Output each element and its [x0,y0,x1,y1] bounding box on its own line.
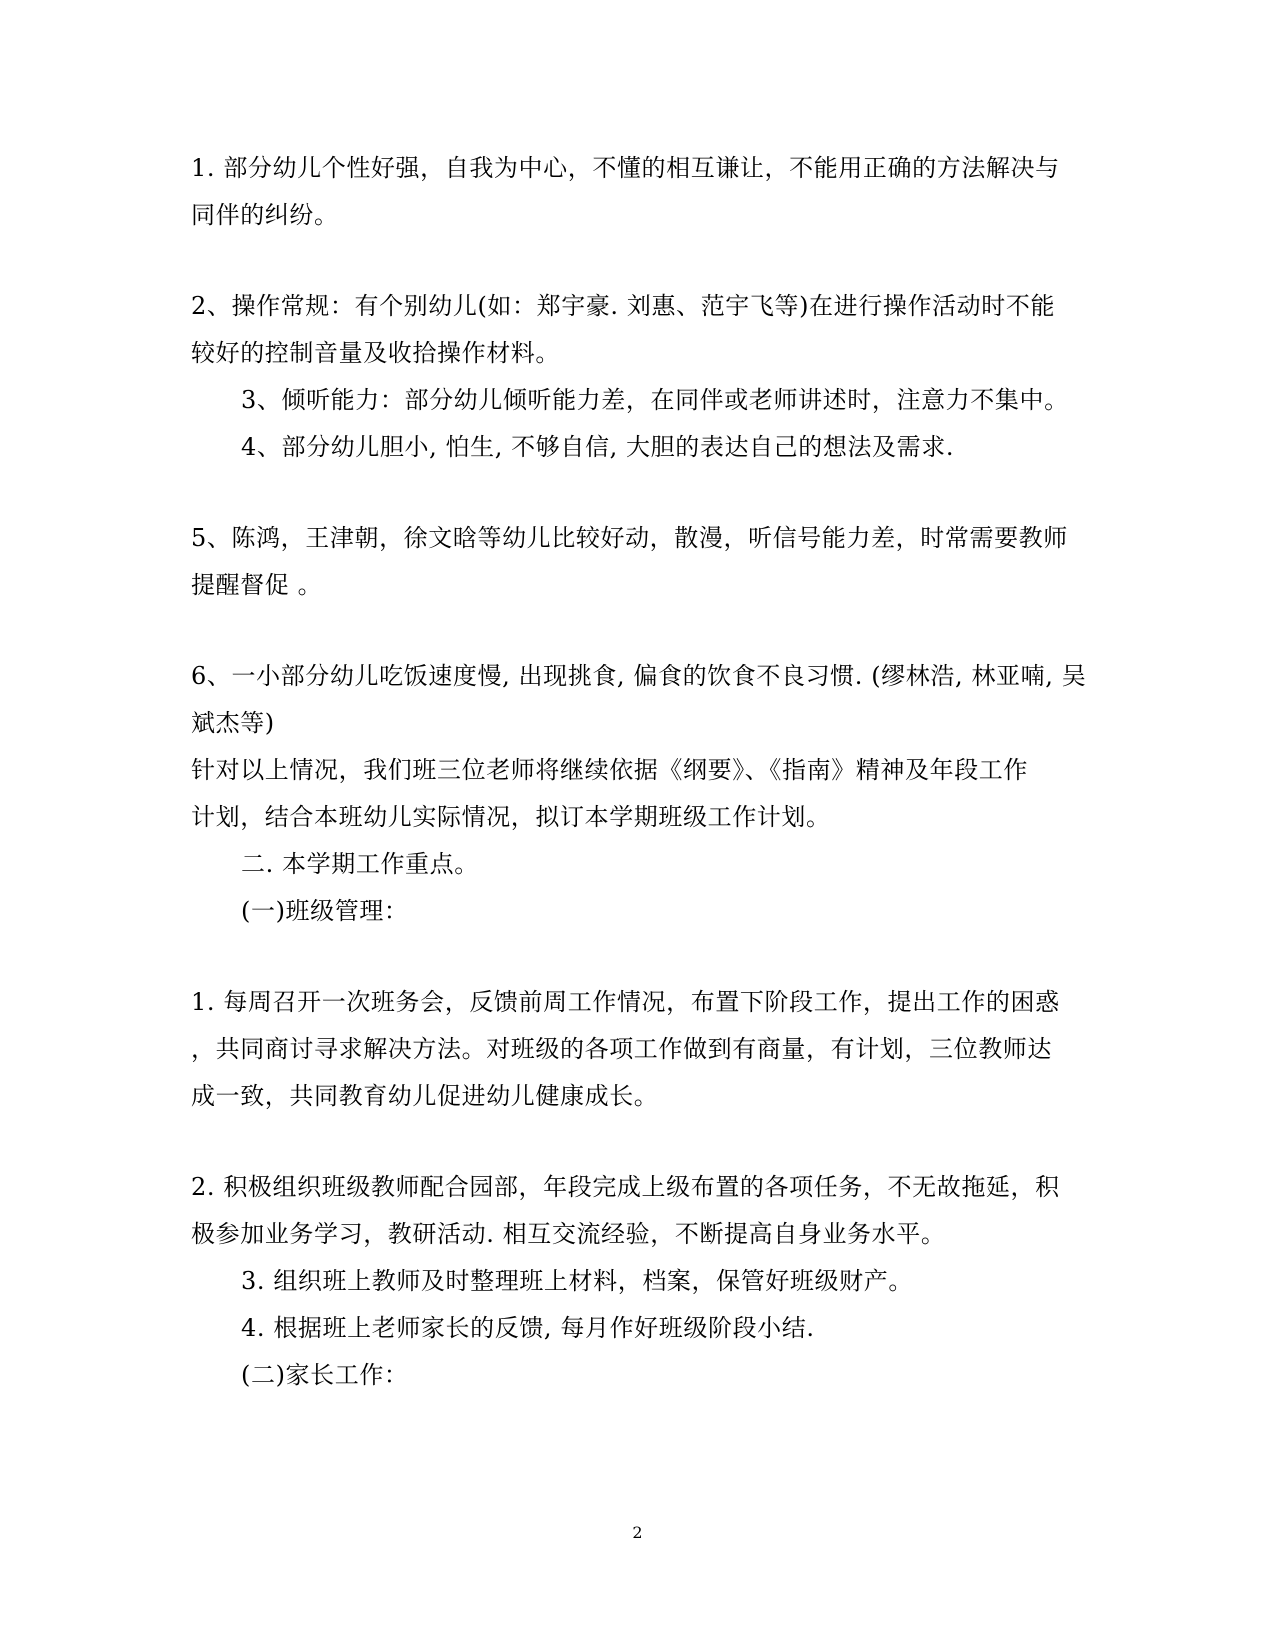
page-number: 2 [632,1523,643,1542]
paragraph-line: 6、一小部分幼儿吃饭速度慢, 出现挑食, 偏食的饮食不良习惯. (缪林浩, 林亚喃, 吴 [191,662,1087,690]
paragraph-line: 5、陈鸿，王津朝，徐文晗等幼儿比较好动，散漫，听信号能力差，时常需要教师 [191,524,1068,552]
paragraph-line: 提醒督促 。 [191,571,323,599]
paragraph-line: 4、部分幼儿胆小, 怕生, 不够自信, 大胆的表达自己的想法及需求. [241,433,955,461]
paragraph-line: 2、操作常规：有个别幼儿(如：郑宇豪. 刘惠、范宇飞等)在进行操作活动时不能 [191,292,1056,320]
paragraph-line: 1. 部分幼儿个性好强，自我为中心，不懂的相互谦让，不能用正确的方法解决与 [191,154,1060,182]
paragraph-line: 极参加业务学习，教研活动. 相互交流经验，不断提高自身业务水平。 [191,1220,946,1248]
paragraph-line: 同伴的纠纷。 [191,201,339,229]
paragraph-line: ，共同商讨寻求解决方法。对班级的各项工作做到有商量，有计划，三位教师达 [191,1035,1052,1063]
paragraph-line: 斌杰等) [191,709,275,737]
paragraph-line: 成一致，共同教育幼儿促进幼儿健康成长。 [191,1082,659,1110]
paragraph-line: 4. 根据班上老师家长的反馈, 每月作好班级阶段小结. [241,1314,815,1342]
paragraph-line: 1. 每周召开一次班务会，反馈前周工作情况，布置下阶段工作，提出工作的困惑 [191,988,1060,1016]
subsection-heading: (一)班级管理： [241,897,409,925]
paragraph-line: 针对以上情况，我们班三位老师将继续依据《纲要》、《指南》精神及年段工作 [191,756,1028,784]
subsection-heading: (二)家长工作： [241,1361,409,1389]
paragraph-line: 较好的控制音量及收拾操作材料。 [191,339,560,367]
paragraph-line: 计划，结合本班幼儿实际情况，拟订本学期班级工作计划。 [191,803,831,831]
paragraph-line: 3. 组织班上教师及时整理班上材料，档案，保管好班级财产。 [241,1267,913,1295]
section-heading: 二. 本学期工作重点。 [241,850,479,878]
paragraph-line: 3、倾听能力：部分幼儿倾听能力差，在同伴或老师讲述时，注意力不集中。 [241,386,1069,414]
paragraph-line: 2. 积极组织班级教师配合园部，年段完成上级布置的各项任务，不无故拖延，积 [191,1173,1060,1201]
